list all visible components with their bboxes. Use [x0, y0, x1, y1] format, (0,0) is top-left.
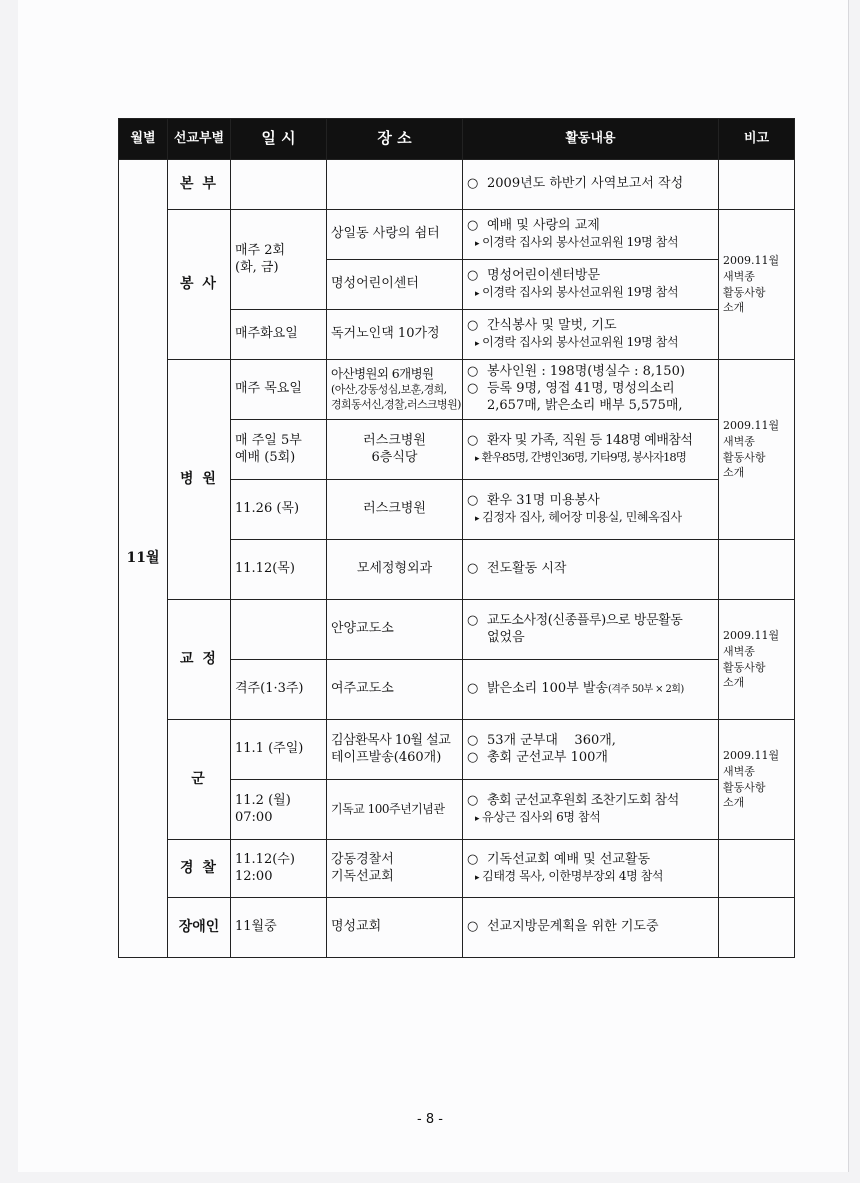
place-cell: 안양교도소 — [327, 600, 463, 660]
table-row — [119, 898, 795, 958]
activity-cell: ○ 간식봉사 및 말벗, 기도 ▸ 이경락 집사외 봉사선교위원 19명 참석 — [463, 310, 719, 360]
header-activity: 활동내용 — [463, 119, 719, 160]
category-bongsa: 봉 사 — [168, 210, 231, 360]
when-cell — [231, 600, 327, 660]
place-cell: 독거노인댁 10가정 — [327, 310, 463, 360]
note-cell: 2009.11월 새벽종 활동사항 소개 — [719, 600, 795, 720]
when-cell: 격주(1·3주) — [231, 660, 327, 720]
place-cell: 여주교도소 — [327, 660, 463, 720]
activity-cell: ○ 예배 및 사랑의 교제 ▸ 이경락 집사외 봉사선교위원 19명 참석 — [463, 210, 719, 260]
activity-cell: ○ 명성어린이센터방문 ▸ 이경락 집사외 봉사선교위원 19명 참석 — [463, 260, 719, 310]
when-cell: 11월중 — [231, 898, 327, 958]
when-cell: 매 주일 5부 예배 (5회) — [231, 420, 327, 480]
category-gyeongchal: 경 찰 — [168, 840, 231, 898]
when-cell: 매주화요일 — [231, 310, 327, 360]
table-header-row — [119, 119, 795, 160]
category-bonbu: 본 부 — [168, 160, 231, 210]
header-remarks: 비고 — [719, 119, 795, 160]
when-cell: 11.12(수) 12:00 — [231, 840, 327, 898]
category-jangaein: 장애인 — [168, 898, 231, 958]
month-cell: 11월 — [119, 160, 168, 958]
place-cell: 명성교회 — [327, 898, 463, 958]
note-cell — [719, 160, 795, 210]
when-cell: 11.2 (월) 07:00 — [231, 780, 327, 840]
activity-cell: ○ 봉사인원 : 198명(병실수 : 8,150) ○ 등록 9명, 영접 41명, 명성의소리 2,657매, 밝은소리 배부 5,575매, — [463, 360, 719, 420]
note-cell: 2009.11월 새벽종 활동사항 소개 — [719, 360, 795, 540]
table-row — [119, 840, 795, 898]
when-cell: 11.26 (목) — [231, 480, 327, 540]
activity-cell: ○ 53개 군부대 360개, ○ 총회 군선교부 100개 — [463, 720, 719, 780]
activity-cell: ○ 기독선교회 예배 및 선교활동 ▸ 김태경 목사, 이한명부장외 4명 참석 — [463, 840, 719, 898]
place-cell: 모세정형외과 — [327, 540, 463, 600]
when-cell — [231, 160, 327, 210]
note-cell — [719, 898, 795, 958]
category-gyojeong: 교 정 — [168, 600, 231, 720]
when-cell: 매주 목요일 — [231, 360, 327, 420]
activity-cell: ○ 전도활동 시작 — [463, 540, 719, 600]
table-row — [119, 210, 795, 260]
category-byeongwon: 병 원 — [168, 360, 231, 600]
place-cell: 상일동 사랑의 쉼터 — [327, 210, 463, 260]
place-cell: 기독교 100주년기념관 — [327, 780, 463, 840]
activity-cell: ○ 2009년도 하반기 사역보고서 작성 — [463, 160, 719, 210]
table-row — [119, 600, 795, 660]
table-row — [119, 720, 795, 780]
header-month: 월별 — [119, 119, 168, 160]
activity-cell: ○ 환자 및 가족, 직원 등 148명 예배참석 ▸ 환우85명, 간병인36명, 기타9명, 봉사자18명 — [463, 420, 719, 480]
activity-cell: ○ 선교지방문계획을 위한 기도중 — [463, 898, 719, 958]
header-mission-dept: 선교부별 — [168, 119, 231, 160]
when-cell: 11.12(목) — [231, 540, 327, 600]
activity-cell: ○ 총회 군선교후원회 조찬기도회 참석 ▸ 유상근 집사외 6명 참석 — [463, 780, 719, 840]
when-cell: 11.1 (주일) — [231, 720, 327, 780]
category-gun: 군 — [168, 720, 231, 840]
header-datetime: 일 시 — [231, 119, 327, 160]
activity-table — [118, 118, 795, 958]
place-cell: 김삼환목사 10월 설교 테이프발송(460개) — [327, 720, 463, 780]
table-row — [119, 160, 795, 210]
activity-cell: ○ 환우 31명 미용봉사 ▸ 김정자 집사, 헤어장 미용실, 민혜옥집사 — [463, 480, 719, 540]
place-cell — [327, 160, 463, 210]
place-cell: 아산병원외 6개병원 (아산,강동성심,보훈,경희, 경희동서신,경찰,러스크병원) — [327, 360, 463, 420]
note-cell: 2009.11월 새벽종 활동사항 소개 — [719, 210, 795, 360]
place-cell: 러스크병원 — [327, 480, 463, 540]
header-place: 장 소 — [327, 119, 463, 160]
place-cell: 강동경찰서 기독선교회 — [327, 840, 463, 898]
activity-cell: ○ 교도소사정(신종플루)으로 방문활동 없었음 — [463, 600, 719, 660]
when-cell: 매주 2회 (화, 금) — [231, 210, 327, 310]
place-cell: 러스크병원 6층식당 — [327, 420, 463, 480]
table-row — [119, 360, 795, 420]
page-number: - 8 - — [417, 1112, 443, 1127]
activity-cell: ○ 밝은소리 100부 발송(격주 50부 × 2회) — [463, 660, 719, 720]
note-cell — [719, 540, 795, 600]
note-cell: 2009.11월 새벽종 활동사항 소개 — [719, 720, 795, 840]
place-cell: 명성어린이센터 — [327, 260, 463, 310]
note-cell — [719, 840, 795, 898]
document-page — [18, 0, 848, 1172]
